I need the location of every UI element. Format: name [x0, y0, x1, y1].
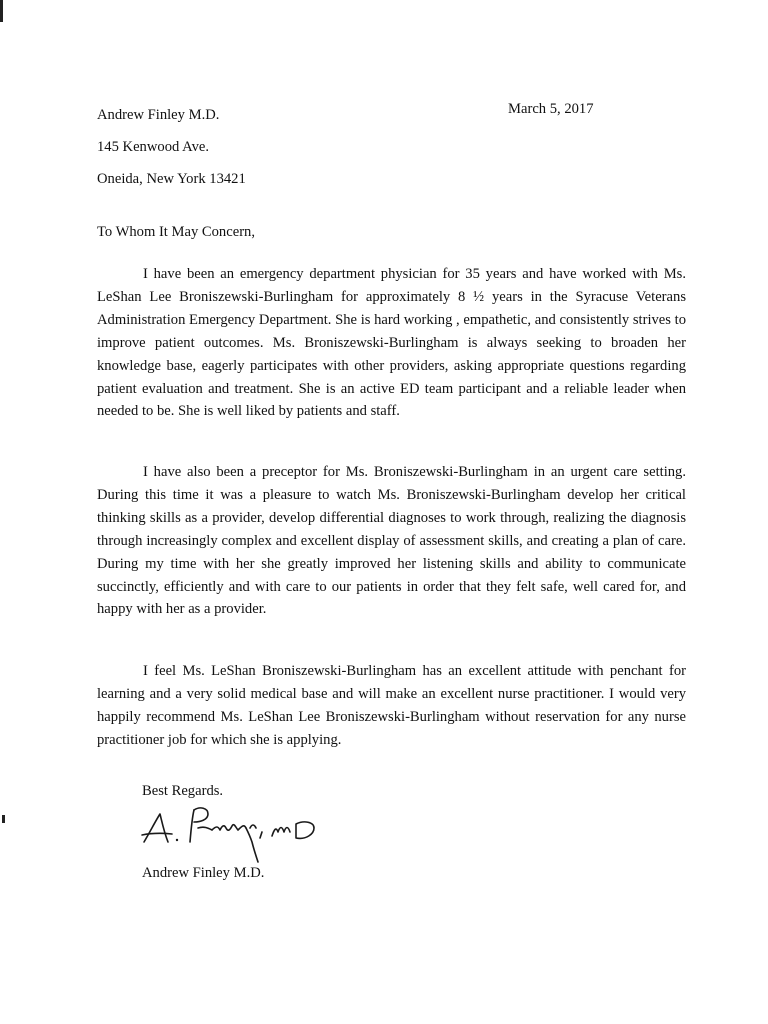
body-paragraph-1: I have been an emergency department physician for 35 years and have worked with Ms. LeShan Lee Broniszewski-Burlingham for approximately 8 ½ years in the Syracuse Veterans Administration Emergency Department. She is hard working , empathetic, and consistently strives to improve patient outcomes. Ms. Broniszewski-Burlingham is always seeking to broaden her knowledge base, eagerly participates with other providers, asking appropriate questions regarding patient evaluation and treatment. She is an active ED team participant and a reliable leader when needed to be. She is well liked by patients and staff.	[97, 266, 686, 420]
sender-street: 145 Kenwood Ave.	[97, 139, 210, 155]
sender-address-block	[97, 99, 246, 195]
signed-name: Andrew Finley M.D.	[142, 865, 265, 881]
letter-date: March 5, 2017	[508, 101, 594, 117]
salutation: To Whom It May Concern,	[97, 224, 255, 240]
handwritten-signature	[138, 802, 353, 864]
scan-edge-mark	[2, 815, 5, 823]
body-paragraph-3: I feel Ms. LeShan Broniszewski-Burlingham has an excellent attitude with penchant for learning and a very solid medical base and will make an excellent nurse practitioner. I would very happily recommend Ms. LeShan Lee Broniszewski-Burlingham without reservation for any nurse practitioner job for which she is applying.	[97, 663, 686, 748]
body-paragraph-2: I have also been a preceptor for Ms. Broniszewski-Burlingham in an urgent care setting. During this time it was a pleasure to watch Ms. Broniszewski-Burlingham develop her critical thinking skills as a provider, develop differential diagnoses to work through, realizing the diagnosis through increasingly complex and excellent display of assessment skills, and creating a plan of care. During my time with her she greatly improved her listening skills and ability to communicate succinctly, efficiently and with care to our patients in order that they felt safe, well cared for, and happy with her as a provider.	[97, 464, 686, 618]
closing: Best Regards.	[142, 783, 224, 799]
scan-edge-mark	[0, 0, 3, 22]
sender-city-state-zip: Oneida, New York 13421	[97, 171, 246, 187]
sender-name: Andrew Finley M.D.	[97, 107, 220, 123]
